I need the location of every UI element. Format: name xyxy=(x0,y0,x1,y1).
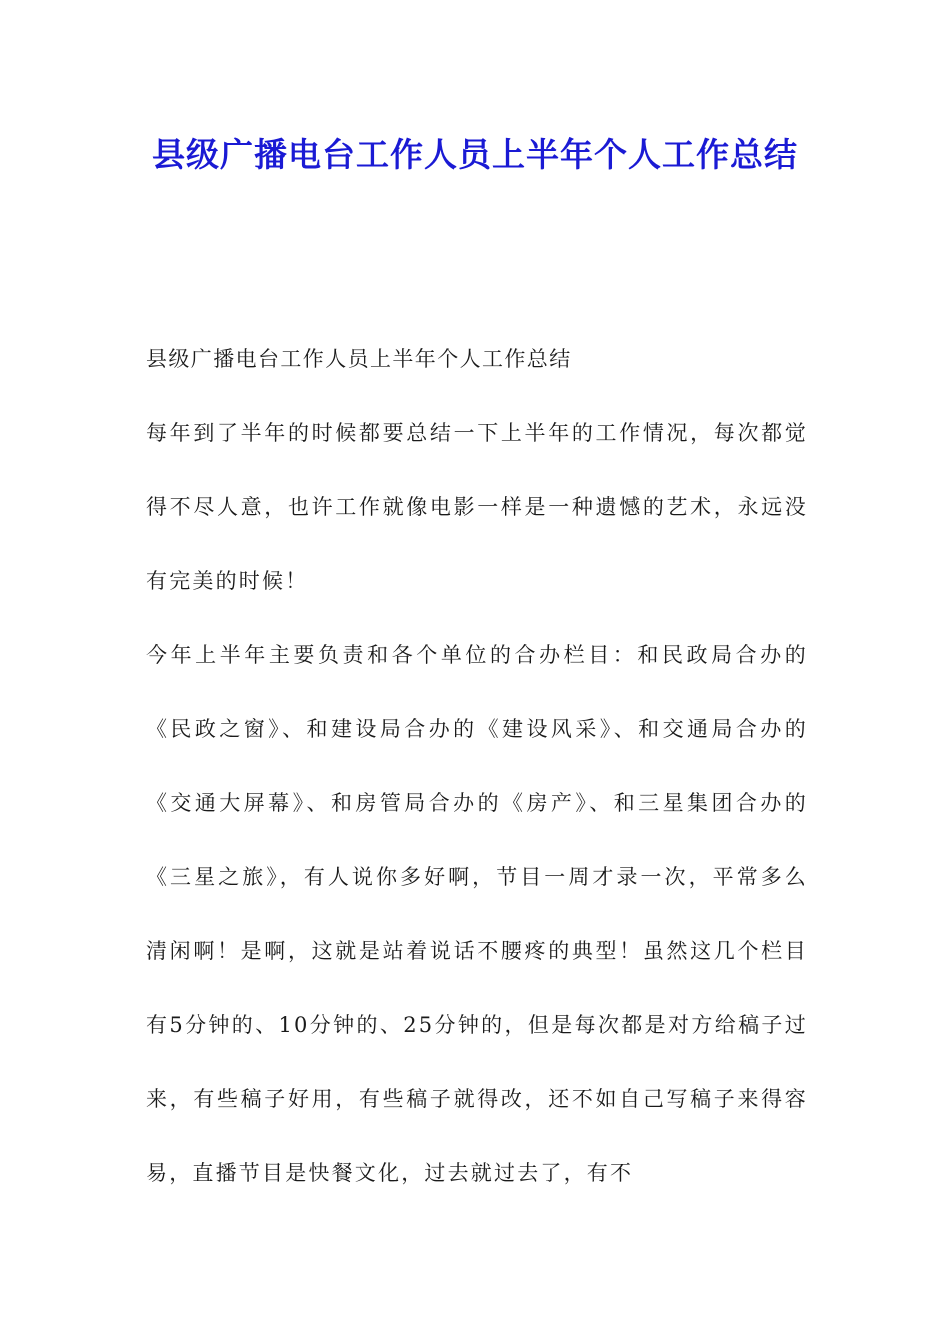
document-body xyxy=(146,322,808,1210)
paragraph: 每年到了半年的时候都要总结一下上半年的工作情况，每次都觉得不尽人意，也许工作就像电影一样是一种遗憾的艺术，永远没有完美的时候！ xyxy=(146,421,808,593)
paragraph-heading: 县级广播电台工作人员上半年个人工作总结 xyxy=(146,347,572,371)
document-title: 县级广播电台工作人员上半年个人工作总结 xyxy=(152,135,798,174)
paragraph: 今年上半年主要负责和各个单位的合办栏目：和民政局合办的《民政之窗》、和建设局合办的《建设风采》、和交通局合办的《交通大屏幕》、和房管局合办的《房产》、和三星集团合办的《三星之旅》，有人说你多好啊，节目一周才录一次，平常多么清闲啊！是啊，这就是站着说话不腰疼的典型！虽然这几个栏目有5分钟的、10分钟的、25分钟的，但是每次都是对方给稿子过来，有些稿子好用，有些稿子就得改，还不如自己写稿子来得容易，直播节目是快餐文化，过去就过去了，有不 xyxy=(146,643,808,1185)
